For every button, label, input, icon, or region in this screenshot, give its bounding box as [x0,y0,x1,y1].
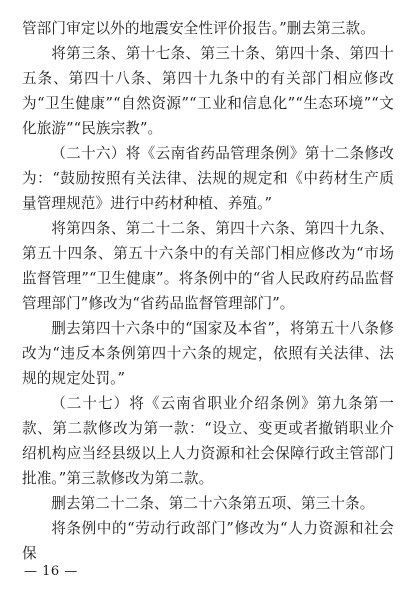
paragraph-8: 将条例中的“劳动行政部门”修改为“人力资源和社会保 [22,520,394,562]
page-number: — 16 — [24,564,78,579]
paragraph-5: 删去第四十六条中的“国家及本省”，将第五十八条修改为“违反本条例第四十六条的规定，依照有关法律、法规的规定处罚。” [22,320,394,387]
paragraph-2: 将第三条、第十七条、第三十条、第四十条、第四十五条、第四十八条、第四十九条中的有关部门相应修改为“卫生健康”“自然资源”“工业和信息化”“生态环境”“文化旅游”“民族宗教”。 [22,45,394,137]
paragraph-4: 将第四条、第二十二条、第四十六条、第四十九条、第五十四条、第五十六条中的有关部门相应修改为“市场监督管理”“卫生健康”。将条例中的“省人民政府药品监督管理部门”修改为“省药品监督管理部门”。 [22,220,394,312]
paragraph-6: （二十七）将《云南省职业介绍条例》第九条第一款、第二款修改为第一款：“设立、变更或者撤销职业介绍机构应当经县级以上人力资源和社会保障行政主管部门批准。”第三款修改为第二款。 [22,395,394,487]
paragraph-3: （二十六）将《云南省药品管理条例》第十二条修改为：“鼓励按照有关法律、法规的规定和《中药材生产质量管理规范》进行中药材种植、养殖。” [22,145,394,212]
paragraph-7: 删去第二十二条、第二十六条第五项、第三十条。 [51,495,375,512]
paragraph-1: 管部门审定以外的地震安全性评价报告。”删去第三款。 [22,20,375,37]
document-body [22,16,394,566]
